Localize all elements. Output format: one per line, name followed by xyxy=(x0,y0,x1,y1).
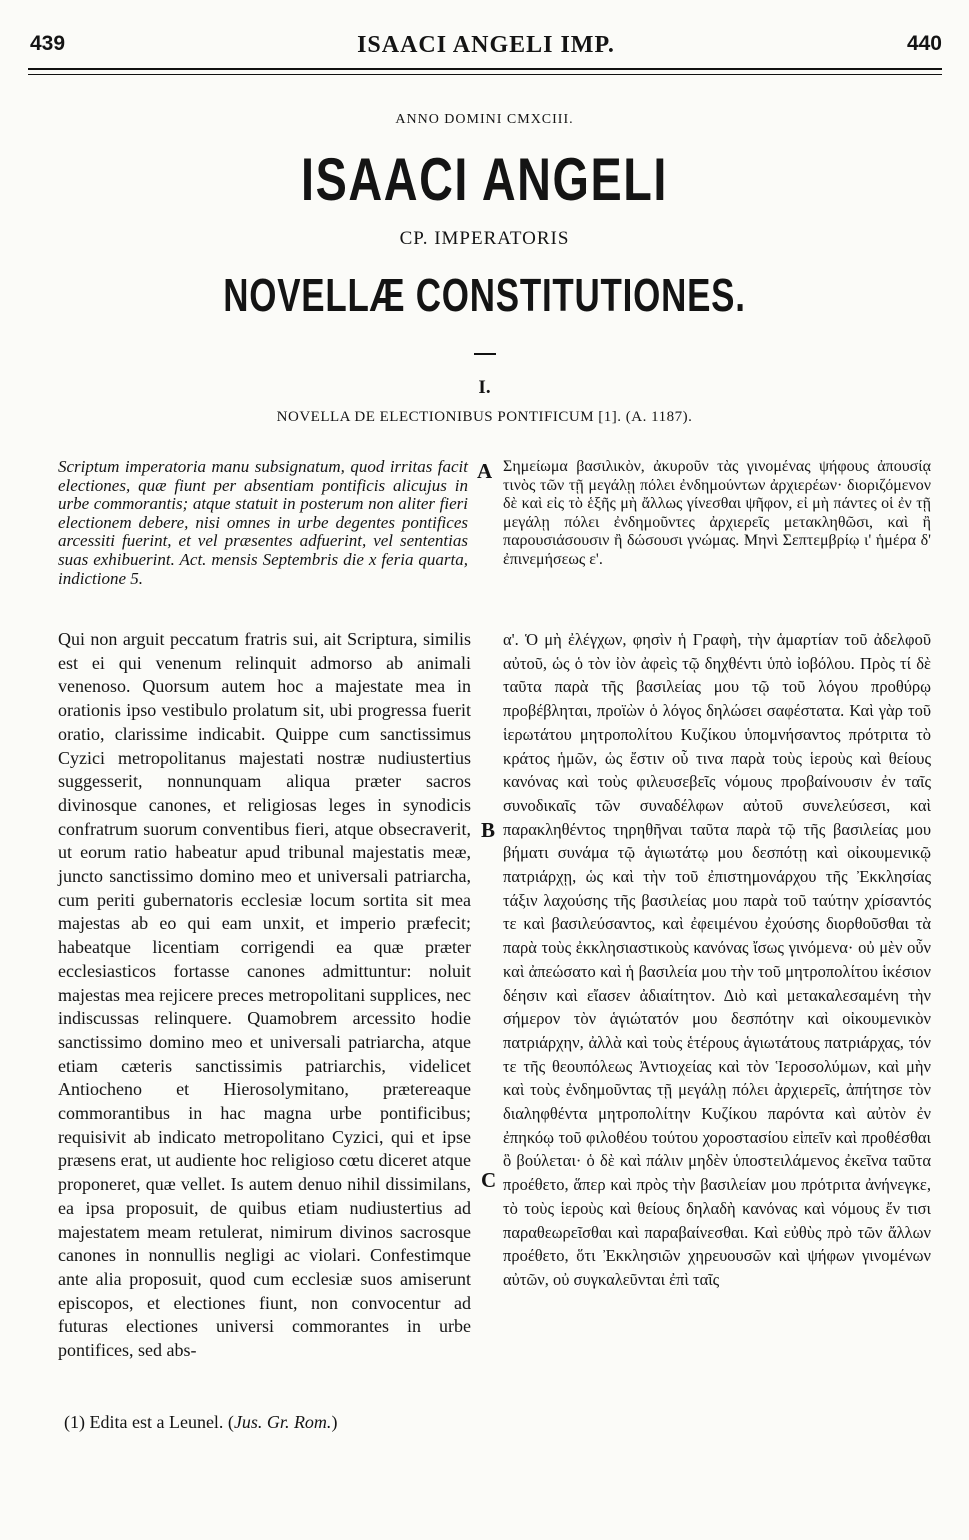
section-divider xyxy=(474,353,496,355)
footnote xyxy=(64,1412,337,1433)
running-title: ISAACI ANGELI IMP. xyxy=(357,32,615,58)
main-title-2: NOVELLÆ CONSTITUTIONES. xyxy=(223,269,746,321)
section-numeral: I. xyxy=(478,377,491,398)
margin-marker-a: A xyxy=(477,459,493,483)
abstract-greek: Σημείωμα βασιλικὸν, ἀκυροῦν τὰς γινομένας ψήφους ἀπουσίᾳ τινὸς τῶν τῇ μεγάλῃ πόλει ἐνδημούντων ἀρχιερέων· διοριζόμενον δὲ καὶ εἰς τὸ ἑξῆς μὴ ἄλλως γίνεσθαι ψῆφον, εἰ μὴ πάντες οἱ ἐν τῇ μεγάλῃ πόλει ἐνδημοῦντες ἀρχιερεῖς μετακληθῶσι, καὶ ἢ παρουσιάσουσιν ἢ δώσουσι γνώμας. Μηνὶ Σεπτεμβρίῳ ι' ἡμέρα δ' ἐπινεμήσεως ε'. xyxy=(503,458,931,568)
margin-marker-b: B xyxy=(481,818,496,842)
main-title: ISAACI ANGELI xyxy=(301,146,668,213)
novella-heading: NOVELLA DE ELECTIONIBUS PONTIFICUM [1]. (A. 1187). xyxy=(276,409,693,425)
subtitle: CP. IMPERATORIS xyxy=(399,228,570,249)
abstract-latin: Scriptum imperatoria manu subsignatum, quod irritas facit electiones, quæ fiunt per absentiam pontificis alicujus in urbe commorantis; atque statuit in posterum non aliter fieri electionem debere, nisi omnes in urbe degentes pontifices arcessiti fuerint, et vel præsentes adfuerint, vel sententias suas exhibuerint. Act. mensis Septembris die x feria quarta, indictione 5. xyxy=(58,457,468,588)
header-rule-thin xyxy=(28,74,942,75)
body-latin: Qui non arguit peccatum fratris sui, ait Scriptura, similis est ei qui venenum relinquit admorso ab animali venenoso. Quorsum autem hoc a majestate mea in orationis ipso vestibulo prolatum sit, ubi progressa fuerit oratio, clarissime indicabit. Quippe cum sanctissimus Cyzici metropolitanus majestati nostræ nudiustertius suggesserit, nonnunquam aliqua præter sacros divinosque canones, et religiosas leges in synodicis confratrum suorum conventibus fieri, atque obsecraverit, ut eorum ratio habeatur apud tribunal majestatis meæ, juncto sanctissimo domino meo et universali patriarcha, cum periti gubernatoris ecclesiæ locum sortita sit mea majestas ab eo qui eam unxit, et imperio præfecit; habeatque licentiam corrigendi ea quæ præter ecclesiasticos fortasse canones admittuntur: noluit majestas mea rejicere preces metropolitani supplices, nec indiscussas relinquere. Quamobrem arcessito hodie sanctissimo domino meo et universali patriarcha, atque etiam cæteris sanctissimis patriarchis, videlicet Antiocheno et Hierosolymitano, prætereaque commorantibus in hac magna urbe pontificibus; requisivit ab indicato metropolitano Cyzici, qui et ipse præsens erat, ut audiente hoc religioso cœtu diceret atque proponeret, quæ vellet. Is autem denuo nihil dissimilans, ea ipsa proposuit, de quibus etiam nudiustertius ad majestatem meam retulerat, nimirum divinos sacrosque canones in nonnullis negligi ac violari. Confestimque ante alia proposuit, quod cum ecclesiæ suos amiserunt episcopos, et electiones fiunt, non convocentur ad futuras electiones universi commorantes in urbe pontifices, sed abs- xyxy=(58,629,471,1361)
margin-marker-c: C xyxy=(481,1168,497,1192)
footnote-lead: (1) Edita est a Leunel. ( xyxy=(64,1412,234,1432)
footnote-tail: ) xyxy=(331,1412,338,1432)
body-greek: α'. Ὁ μὴ ἐλέγχων, φησὶν ἡ Γραφὴ, τὴν ἁμαρτίαν τοῦ ἀδελφοῦ αὐτοῦ, ὡς ὁ τὸν ἰὸν ἀφεὶς τῷ δηχθέντι ὑπὸ ἰοβόλου. Πρὸς τί δὲ ταῦτα παρὰ τῆς βασιλείας μου τῷ τοῦ λόγου προθύρῳ προβέβληται, προϊὼν ὁ λόγος δηλώσει σαφέστατα. Καὶ γὰρ τοῦ ἱερωτάτου μητροπολίτου Κυζίκου ὑπομνήσαντος πρότριτα τὸ κράτος ἡμῶν, ὡς ἔστιν οὗ τινα παρὰ τοὺς ἱεροὺς καὶ θείους κανόνας καὶ τοὺς φιλευσεβεῖς νόμους προβαίνουσιν ἐν ταῖς συνοδικαῖς τῶν συναδέλφων αὐτοῦ συνελεύσεσι, καὶ παρακληθέντος τηρηθῆναι ταῦτα παρὰ τῷ τῆς βασιλείας μου βήματι συνάμα τῷ ἁγιωτάτῳ μου δεσπότῃ καὶ οἰκουμενικῷ πατριάρχῃ, ὡς καὶ τὴν τοῦ ἐπιστημονάρχου τῆς Ἐκκλησίας τάξιν λαχούσης τῆς βασιλείας μου παρὰ τοῦ ταύτην χρίσαντός τε καὶ βασιλεύσαντος, καὶ ἐφειμένου ἐχούσης διορθοῦσθαι τὰ παρὰ τοὺς ἐκκλησιαστικοὺς κανόνας ἴσως γινόμενα· οὐ μὲν οὖν καὶ ἀπεώσατο καὶ ἡ βασιλεία μου τὴν τοῦ μητροπολίτου ἱκέσιον δέησιν καὶ εἴασεν ἀδιαίτητον. Διὸ καὶ μετακαλεσαμένη τὴν σήμερον τὸν ἁγιώτατόν μου δεσπότην καὶ οἰκουμενικὸν πατριάρχην, ἀλλὰ καὶ τοὺς ἑτέρους ἁγιωτάτους πατριάρχας, τόν τε τῆς θεουπόλεως Ἀντιοχείας καὶ τὸν Ἱεροσολύμων, καὶ μὴν καὶ τοὺς ἐνδημοῦντας τῇ μεγάλῃ πόλει ἀρχιερεῖς, ἀπήτησε τὸν διαληφθέντα μητροπολίτην Κυζίκου παρόντα καὶ αὐτὸν ἐν ἐπηκόῳ τοῦ φιλοθέου τούτου χοροστασίου εἰπεῖν καὶ προθέσθαι ὃ βούλεται· ὁ δὲ καὶ πάλιν μηδὲν ὑποστειλάμενος ἐκεῖνα ταῦτα προέθετο, ἅπερ καὶ πρὸς τὴν βασιλείαν μου πρότριτα ἀνήνεγκε, τὸ τοὺς ἱεροὺς καὶ θείους δηλαδὴ κανόνας καὶ νόμους ἔν τισι παραθεωρεῖσθαι καὶ παραβαίνεσθαι. Καὶ εὐθὺς πρὸ τῶν ἄλλων προέθετο, ὅτι Ἐκκλησιῶν χηρευουσῶν καὶ ψήφων γινομένων αὐτῶν, οὐ συγκαλεῦνται ἐπὶ ταῖς xyxy=(503,630,931,1289)
page-number-left: 439 xyxy=(30,32,66,55)
header-rule-thick xyxy=(28,68,942,70)
page-number-right: 440 xyxy=(906,32,942,55)
footnote-reference: Jus. Gr. Rom. xyxy=(233,1412,332,1432)
running-header xyxy=(30,32,942,62)
anno-line: ANNO DOMINI CMXCIII. xyxy=(395,112,574,127)
